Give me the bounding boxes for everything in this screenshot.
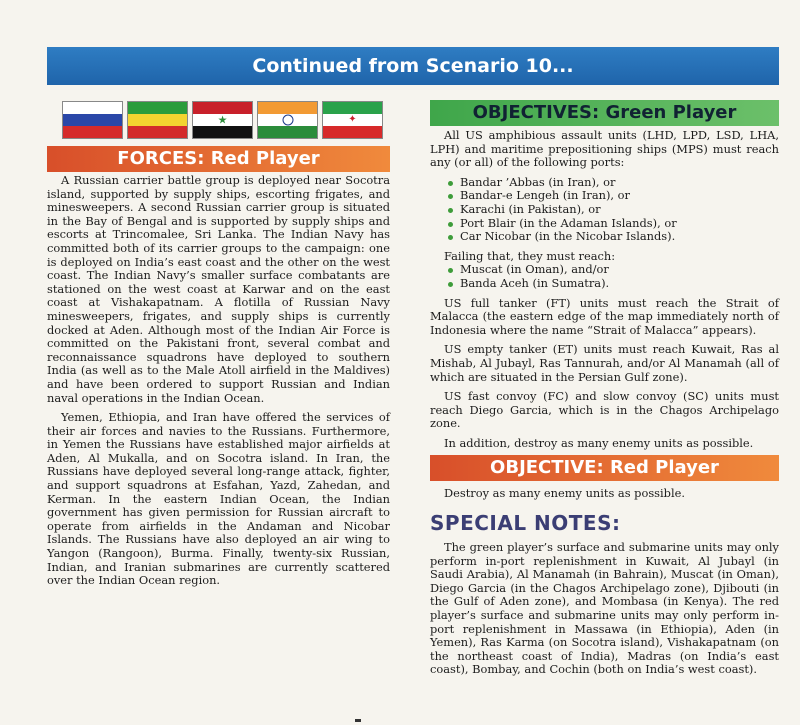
failing-text: Failing that, they must reach: [444,248,616,263]
green-paragraph-4: US fast convoy (FC) and slow convoy (SC) units must reach Diego Garcia, which is in the Chagos Archipelago zone. [430,389,779,431]
objective-red-heading: OBJECTIVE: Red Player [430,455,779,481]
list-item: Muscat (in Oman), and/or [448,263,779,277]
forces-text [47,174,390,594]
india-flag [257,101,318,139]
alt-port-list [430,263,779,290]
scenario-banner: Continued from Scenario 10... [47,47,779,85]
iran-flag [322,101,383,139]
forces-red-heading: FORCES: Red Player [47,146,390,172]
russia-flag [62,101,123,139]
green-paragraph-2: US full tanker (FT) units must reach the Strait of Malacca (the eastern edge of the map immediately north of Indonesia where the name “Strait of Malacca” appears). [430,295,779,337]
list-item: Bandar-e Lengeh (in Iran), or [448,189,779,203]
green-paragraph-3: US empty tanker (ET) units must reach Kuwait, Ras al Mishab, Al Jubayl, Ras Tannurah, and/or Al Manamah (all of which are situated in the Persian Gulf zone). [430,342,779,384]
special-paragraph-1: The green player’s surface and submarine units may only perform in-port replenishment in Kuwait, Al Jubayl (in Saudi Arabia), Al Manamah (in Bahrain), Muscat (in Oman), Diego Garcia (in the Chagos Archipelago zone), Djibouti (in the Gulf of Aden zone), and Mombasa (in Kenya). The red player’s surface and submarine units may only perform in-port replenishment in Massawa (in Ethiopia), Aden (in Yemen), Ras Karma (on Socotra island), Vishakapatnam (on the northeast coast of India), Madras (on India’s east coast), Bombay, and Cochin (both on India’s west coast). [430,540,779,677]
red-paragraph-1: Destroy as many enemy units as possible. [444,486,685,500]
green-paragraph-1: All US amphibious assault units (LHD, LPD, LSD, LHA, LPH) and maritime prepositioning ships (MPS) must reach any (or all) of the following ports: [430,128,779,170]
list-item: Karachi (in Pakistan), or [448,203,779,217]
emblem-icon: ✦ [348,114,357,125]
objectives-green-text [430,129,779,456]
flag-row [62,101,383,139]
chakra-icon [282,115,293,126]
page-mark [355,719,361,722]
yemen-flag [192,101,253,139]
objective-red-text [430,487,779,507]
port-list [430,176,779,244]
list-item: Car Nicobar (in the Nicobar Islands). [448,230,779,244]
list-item: Banda Aceh (in Sumatra). [448,277,779,291]
list-item: Bandar ’Abbas (in Iran), or [448,176,779,190]
objectives-green-heading: OBJECTIVES: Green Player [430,100,779,126]
forces-paragraph-2: Yemen, Ethiopia, and Iran have offered the services of their air forces and navies to the Russians. Furthermore, in Yemen the Russians have established major airfields at Aden, Al Mukalla, and on Socotra island. In Iran, the Russians have deployed several long-range attack, fighter, and support squadrons at Esfahan, Yazd, Zahedan, and Kerman. In the eastern Indian Ocean, the Indian government has given permission for Russian aircraft to operate from airfields in the Andaman and Nicobar Islands. The Russians have also deployed an air wing to Yangon (Rangoon), Burma. Finally, twenty-six Russian, Indian, and Iranian submarines are currently scattered over the Indian Ocean region. [47,410,390,588]
star-icon: ★ [217,113,228,127]
list-item: Port Blair (in the Adaman Islands), or [448,217,779,231]
forces-paragraph-1: A Russian carrier battle group is deployed near Socotra island, supported by supply ships, escorting frigates, and minesweepers. A second Russian carrier group is situated in the Bay of Bengal and is supported by supply ships and escorts at Trincomalee, Sri Lanka. The Indian Navy has committed both of its carrier groups to the campaign: one is deployed on India’s east coast and the other on the west coast. The Indian Navy’s smaller surface combatants are stationed on the west coast at Karwar and on the east coast at Vishakapatnam. A flotilla of Russian Navy minesweepers, frigates, and supply ships is currently docked at Aden. Although most of the Indian Air Force is committed on the Pakistani front, several combat and reconnaissance squadrons have deployed to southern India (as well as to the Male Atoll airfield in the Maldives) and have been ordered to support Russian and Indian naval operations in the Indian Ocean. [47,173,390,405]
ethiopia-flag [127,101,188,139]
green-paragraph-5: In addition, destroy as many enemy units as possible. [444,435,754,450]
special-notes-text [430,541,779,683]
special-notes-heading: SPECIAL NOTES: [430,511,621,535]
